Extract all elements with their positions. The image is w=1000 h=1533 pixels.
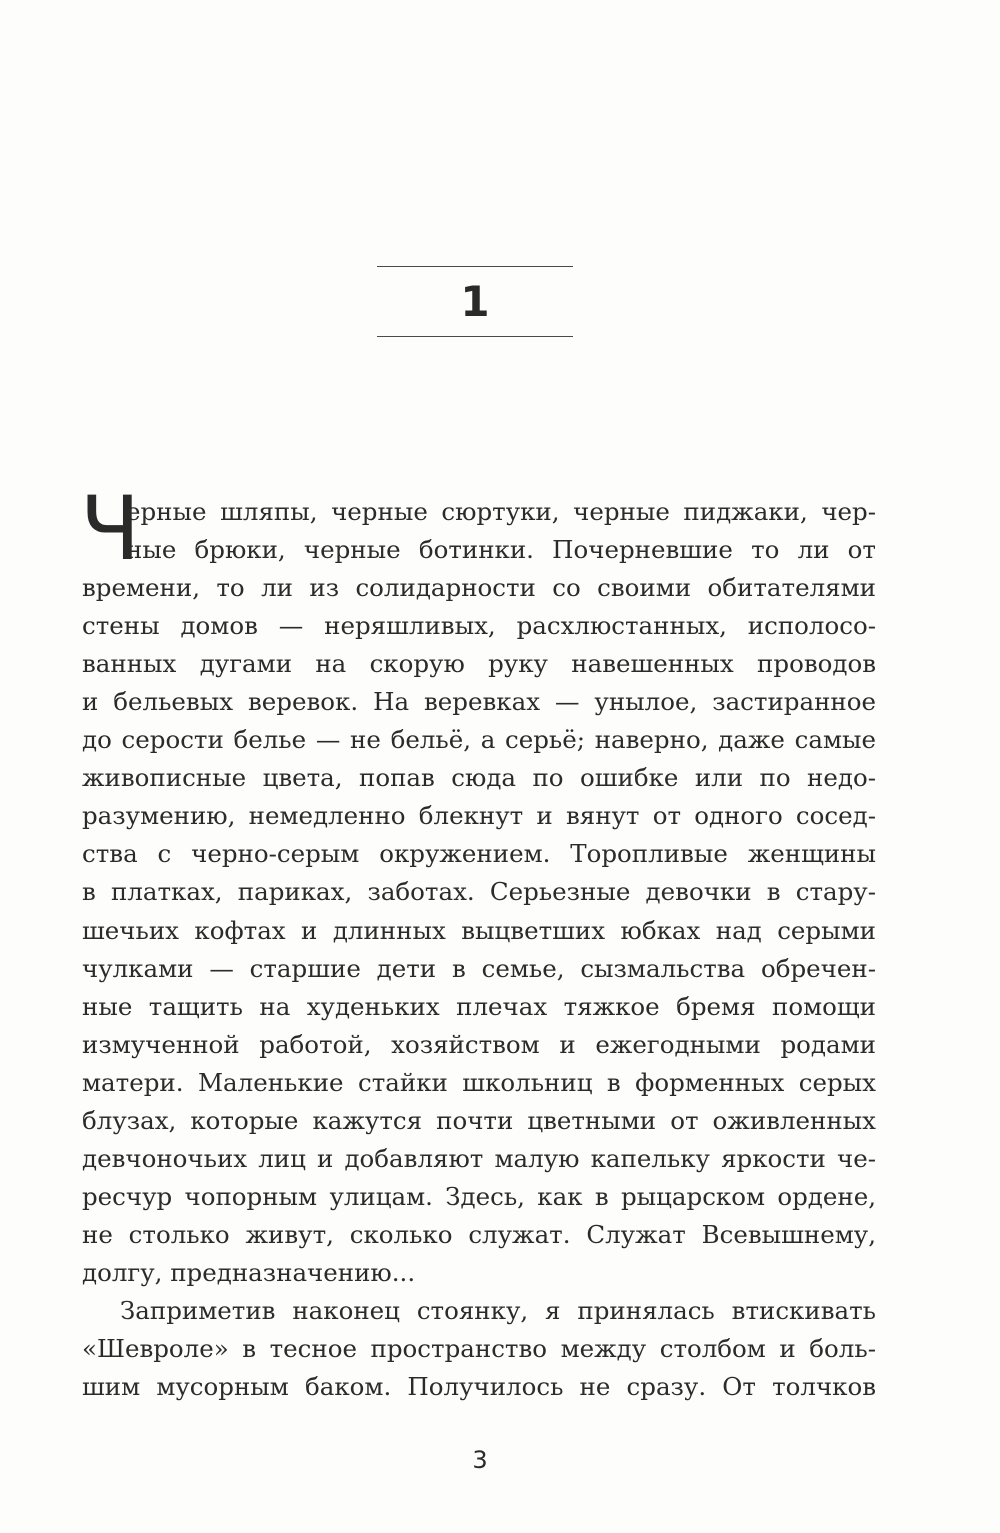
text-line: ресчур чопорным улицам. Здесь, как в рыцарском ордене, [82, 1181, 876, 1211]
chapter-number: 1 [460, 277, 490, 326]
text-line: девчоночьих лиц и добавляют малую капельку яркости че- [82, 1143, 876, 1173]
text-line: шечьих кофтах и длинных выцветших юбках над серыми [82, 915, 876, 945]
chapter-body-text [82, 493, 876, 1406]
text-line: «Шевроле» в тесное пространство между столбом и боль- [82, 1334, 876, 1364]
text-line: ные тащить на худеньких плечах тяжкое бремя помощи [82, 991, 876, 1021]
text-line: стены домов — неряшливых, расхлюстанных, исполосо- [82, 611, 876, 641]
text-line: чулками — старшие дети в семье, сызмальства обречен- [82, 953, 876, 983]
text-line: Заприметив наконец стоянку, я принялась втискивать [120, 1295, 876, 1325]
text-line: ства с черно-серым окружением. Торопливые женщины [82, 839, 876, 869]
chapter-rule-bottom [377, 336, 573, 337]
page-number: 3 [472, 1446, 488, 1474]
drop-cap: Ч [80, 477, 141, 580]
text-line: разумению, немедленно блекнут и вянут от одного сосед- [82, 801, 876, 831]
text-line: матери. Маленькие стайки школьниц в форменных серых [82, 1067, 876, 1097]
chapter-rule-top [377, 266, 573, 267]
text-line: ные брюки, черные ботинки. Почерневшие то ли от [126, 535, 876, 565]
text-line: ванных дугами на скорую руку навешенных проводов [82, 649, 876, 679]
text-line: шим мусорным баком. Получилось не сразу. От толчков [82, 1372, 876, 1402]
text-line: ерные шляпы, черные сюртуки, черные пиджаки, чер- [126, 497, 876, 526]
text-line: долгу, предназначению... [82, 1257, 416, 1287]
text-line: времени, то ли из солидарности со своими обитателями [82, 573, 876, 603]
chapter-heading [377, 266, 573, 338]
text-line: в платках, париках, заботах. Серьезные девочки в стару- [82, 877, 876, 907]
text-line: блузах, которые кажутся почти цветными от оживленных [82, 1105, 876, 1135]
text-line: и бельевых веревок. На веревках — унылое, застиранное [82, 687, 876, 717]
text-line: не столько живут, сколько служат. Служат Всевышнему, [82, 1219, 876, 1249]
text-line: измученной работой, хозяйством и ежегодными родами [82, 1029, 876, 1059]
text-line: до серости белье — не бельё, а серьё; наверно, даже самые [82, 725, 876, 755]
text-line: живописные цвета, попав сюда по ошибке или по недо- [82, 763, 876, 793]
